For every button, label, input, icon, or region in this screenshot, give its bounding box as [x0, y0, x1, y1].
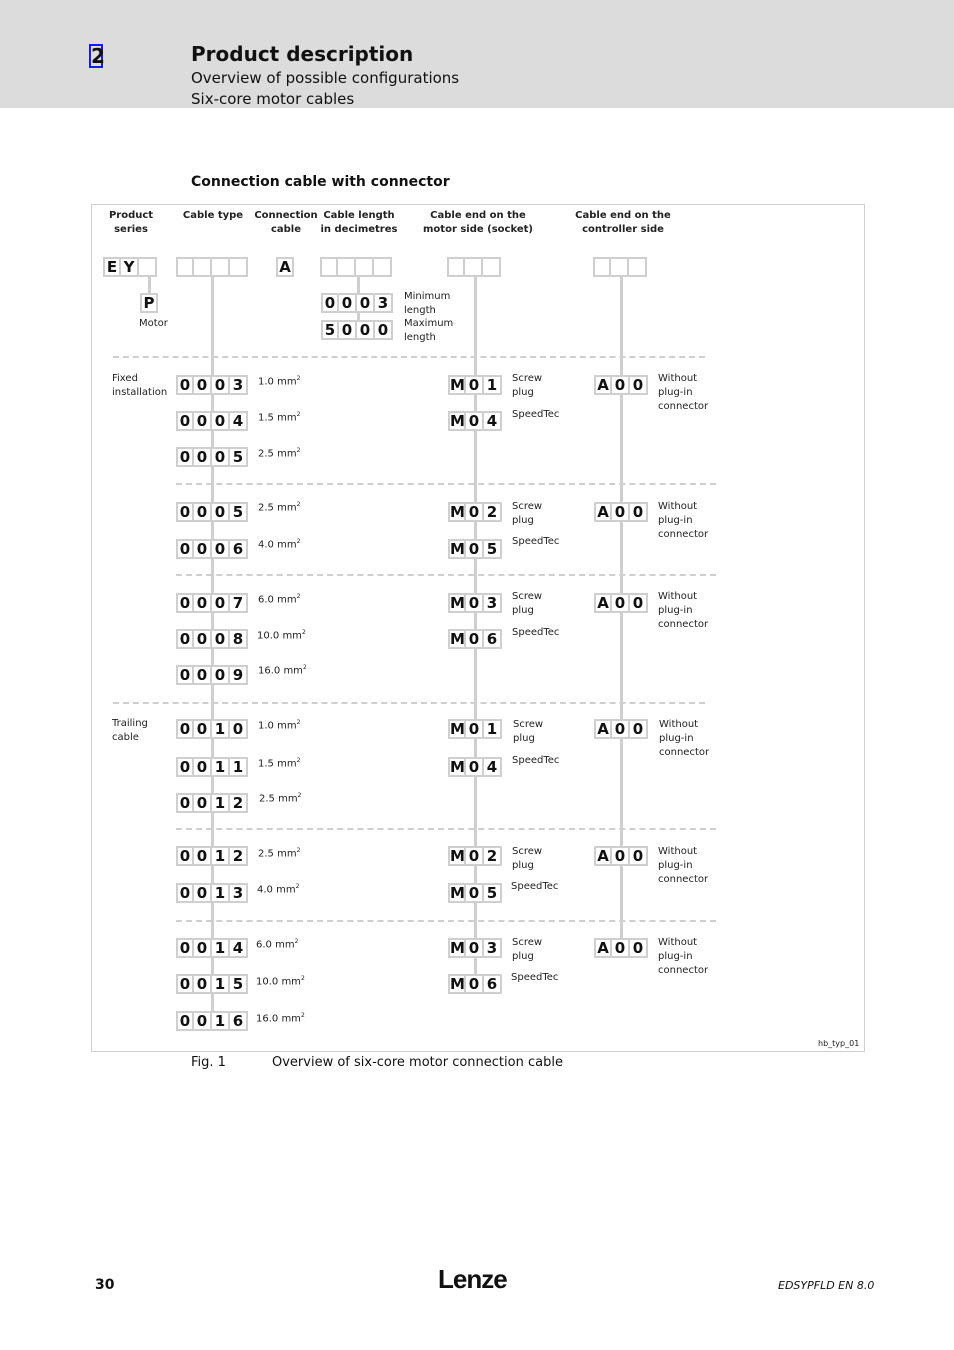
- code-digit-box: A: [594, 375, 612, 395]
- code-digit-box: [139, 257, 157, 277]
- option-label: Screw plug: [512, 846, 543, 871]
- code-digit-box: 0: [212, 375, 230, 395]
- code-digit-box: 1: [212, 793, 230, 813]
- code-digit-box: 0: [176, 938, 194, 958]
- code-digit-box: 0: [212, 629, 230, 649]
- category-fixed-installation: Fixed installation: [112, 373, 168, 398]
- motor-side-code: [448, 629, 502, 649]
- motor-label: Motor: [139, 318, 168, 329]
- option-label: 2.5 $mm^2$: [258, 447, 301, 460]
- code-digit-box: 0: [630, 502, 648, 522]
- code-digit-box: 1: [212, 883, 230, 903]
- code-digit-box: 0: [212, 411, 230, 431]
- motor-code: [140, 293, 158, 313]
- code-digit-box: 0: [212, 539, 230, 559]
- option-label: 1.0 $mm^2$: [258, 719, 301, 732]
- code-digit-box: 0: [466, 938, 484, 958]
- code-digit-box: 0: [176, 665, 194, 685]
- motor-side-code: [448, 846, 502, 866]
- code-digit-box: 0: [176, 502, 194, 522]
- code-digit-box: 0: [612, 375, 630, 395]
- code-digit-box: 0: [176, 447, 194, 467]
- code-digit-box: 1: [212, 974, 230, 994]
- option-label: Without plug-in connector: [658, 846, 709, 885]
- code-digit-box: 0: [176, 1011, 194, 1031]
- code-digit-box: M: [450, 376, 465, 394]
- code-digit-box: 0: [176, 719, 194, 739]
- option-label: SpeedTec: [512, 755, 560, 766]
- code-digit-box: [611, 257, 629, 277]
- cable-type-code: [176, 1011, 248, 1031]
- cable-type-code: [176, 375, 248, 395]
- code-digit-box: 5: [230, 974, 248, 994]
- option-label: SpeedTec: [511, 972, 559, 983]
- option-label: 6.0 $mm^2$: [256, 938, 299, 951]
- page-header: [0, 0, 954, 108]
- product-series-code: [103, 257, 157, 277]
- code-digit-box: 0: [339, 320, 357, 340]
- page-subtitle-2: Six-core motor cables: [191, 90, 355, 108]
- code-digit-box: 8: [230, 629, 248, 649]
- controller-side-code: [594, 375, 648, 395]
- option-label: 2.5 $mm^2$: [258, 501, 301, 514]
- code-digit-box: 1: [212, 846, 230, 866]
- code-digit-box: 5: [484, 883, 502, 903]
- cable-length-code: [320, 257, 392, 277]
- code-digit-box: 0: [194, 629, 212, 649]
- figure-number: Fig. 1: [191, 1055, 226, 1070]
- code-digit-box: 0: [194, 719, 212, 739]
- option-label: Screw plug: [512, 937, 543, 962]
- code-digit-box: 0: [176, 629, 194, 649]
- code-digit-box: [320, 257, 338, 277]
- code-digit-box: [356, 257, 374, 277]
- code-digit-box: M: [450, 630, 465, 648]
- col-controller-side: Cable end on the controller side: [575, 210, 671, 235]
- code-digit-box: 0: [466, 375, 484, 395]
- code-digit-box: [629, 257, 647, 277]
- col-product-series: Product series: [108, 210, 154, 235]
- option-label: 2.5 $mm^2$: [258, 847, 301, 860]
- code-digit-box: 2: [230, 793, 248, 813]
- code-digit-box: M: [450, 412, 465, 430]
- code-digit-box: 0: [194, 539, 212, 559]
- code-digit-box: 0: [630, 375, 648, 395]
- cable-type-code: [176, 793, 248, 813]
- code-digit-box: 0: [176, 593, 194, 613]
- code-digit-box: 4: [484, 757, 502, 777]
- option-label: 1.5 $mm^2$: [258, 757, 301, 770]
- code-digit-box: [176, 257, 194, 277]
- separator: [176, 920, 716, 922]
- code-digit-box: 1: [212, 938, 230, 958]
- code-digit-box: 0: [466, 629, 484, 649]
- document-id: EDSYPFLD EN 8.0: [778, 1279, 875, 1292]
- page-title: Product description: [191, 42, 414, 66]
- code-digit-box: M: [450, 594, 465, 612]
- controller-side-code: [594, 593, 648, 613]
- code-digit-box: [465, 257, 483, 277]
- col-cable-length: Cable length in decimetres: [320, 210, 398, 235]
- code-digit-box: 0: [176, 974, 194, 994]
- code-digit-box: A: [594, 719, 612, 739]
- code-digit-box: A: [594, 502, 612, 522]
- code-digit-box: 0: [194, 846, 212, 866]
- code-digit-box: M: [450, 758, 465, 776]
- code-digit-box: 1: [484, 375, 502, 395]
- separator: [176, 483, 716, 485]
- code-digit-box: 7: [230, 593, 248, 613]
- code-digit-box: 2: [484, 846, 502, 866]
- code-digit-box: 4: [230, 411, 248, 431]
- code-digit-box: 0: [612, 719, 630, 739]
- cable-type-code: [176, 719, 248, 739]
- cable-type-code: [176, 938, 248, 958]
- code-digit-box: 0: [194, 974, 212, 994]
- code-digit-box: M: [450, 884, 465, 902]
- motor-side-code: [447, 257, 501, 277]
- category-trailing-cable: Trailing cable: [112, 718, 148, 743]
- code-digit-box: 6: [230, 539, 248, 559]
- code-digit-box: 0: [194, 938, 212, 958]
- cable-type-code: [176, 665, 248, 685]
- code-digit-box: 0: [466, 719, 484, 739]
- controller-side-code: [593, 257, 647, 277]
- code-digit-box: 0: [612, 938, 630, 958]
- code-digit-box: 0: [194, 793, 212, 813]
- motor-side-code: [448, 539, 502, 559]
- code-digit-box: A: [594, 938, 612, 958]
- code-digit-box: 4: [230, 938, 248, 958]
- code-digit-box: 0: [466, 411, 484, 431]
- motor-side-code: [448, 593, 502, 613]
- code-digit-box: M: [450, 540, 465, 558]
- chapter-number[interactable]: 2: [91, 44, 105, 68]
- cable-type-code: [176, 539, 248, 559]
- code-digit-box: 0: [194, 411, 212, 431]
- code-digit-box: 0: [630, 846, 648, 866]
- code-digit-box: 5: [484, 539, 502, 559]
- code-digit-box: [230, 257, 248, 277]
- code-digit-box: M: [450, 503, 465, 521]
- option-label: Without plug-in connector: [659, 719, 710, 758]
- code-digit-box: A: [594, 846, 612, 866]
- figure-caption: Overview of six-core motor connection cable: [272, 1055, 563, 1070]
- code-digit-box: 0: [194, 375, 212, 395]
- cable-type-code: [176, 757, 248, 777]
- cable-type-code: [176, 629, 248, 649]
- option-label: 10.0 $mm^2$: [256, 975, 305, 988]
- code-digit-box: 0: [466, 846, 484, 866]
- motor-side-code: [448, 757, 502, 777]
- motor-side-code: [448, 938, 502, 958]
- code-digit-box: 0: [176, 883, 194, 903]
- motor-side-code: [448, 719, 502, 739]
- code-digit-box: E: [103, 257, 121, 277]
- diagram-frame: [91, 204, 865, 1052]
- connection-cable-code: [276, 257, 294, 277]
- code-digit-box: 2: [230, 846, 248, 866]
- code-digit-box: 0: [212, 447, 230, 467]
- option-label: 1.5 $mm^2$: [258, 411, 301, 424]
- option-label: 16.0 $mm^2$: [258, 664, 307, 677]
- cable-type-code: [176, 411, 248, 431]
- code-digit-box: M: [450, 975, 465, 993]
- option-label: Screw plug: [512, 591, 543, 616]
- col-motor-side: Cable end on the motor side (socket): [423, 210, 533, 235]
- code-digit-box: 6: [484, 629, 502, 649]
- code-digit-box: 0: [212, 502, 230, 522]
- code-digit-box: 6: [230, 1011, 248, 1031]
- motor-connector-line: [148, 276, 151, 294]
- option-label: Without plug-in connector: [658, 937, 709, 976]
- code-digit-box: 0: [466, 539, 484, 559]
- code-digit-box: M: [450, 939, 465, 957]
- code-digit-box: 0: [630, 938, 648, 958]
- length-min-code: [321, 293, 393, 313]
- code-digit-box: 0: [612, 593, 630, 613]
- cable-type-code: [176, 447, 248, 467]
- code-digit-box: 0: [612, 502, 630, 522]
- code-digit-box: 1: [230, 757, 248, 777]
- cable-type-code: [176, 974, 248, 994]
- option-label: SpeedTec: [511, 881, 559, 892]
- code-digit-box: 0: [339, 293, 357, 313]
- lenze-logo: Lenze: [438, 1264, 507, 1294]
- code-digit-box: A: [594, 593, 612, 613]
- controller-side-code: [594, 719, 648, 739]
- option-label: 4.0 $mm^2$: [258, 538, 301, 551]
- code-digit-box: [374, 257, 392, 277]
- code-digit-box: 1: [212, 757, 230, 777]
- cable-type-code: [176, 257, 248, 277]
- option-label: SpeedTec: [512, 536, 560, 547]
- code-digit-box: 0: [194, 447, 212, 467]
- code-digit-box: 3: [484, 593, 502, 613]
- option-label: 1.0 $mm^2$: [258, 375, 301, 388]
- motor-side-code: [448, 502, 502, 522]
- code-digit-box: 0: [212, 593, 230, 613]
- code-digit-box: 1: [212, 719, 230, 739]
- code-digit-box: 0: [194, 593, 212, 613]
- code-digit-box: 0: [176, 375, 194, 395]
- option-label: SpeedTec: [512, 627, 560, 638]
- code-digit-box: 1: [212, 1011, 230, 1031]
- code-digit-box: 0: [194, 502, 212, 522]
- code-digit-box: 3: [230, 883, 248, 903]
- option-label: SpeedTec: [512, 409, 560, 420]
- motor-side-code: [448, 974, 502, 994]
- option-label: 6.0 $mm^2$: [258, 593, 301, 606]
- controller-side-code: [594, 938, 648, 958]
- code-digit-box: 0: [630, 719, 648, 739]
- code-digit-box: A: [276, 257, 294, 277]
- length-max-code: [321, 320, 393, 340]
- code-digit-box: 0: [194, 757, 212, 777]
- motor-side-code: [448, 883, 502, 903]
- separator: [176, 828, 716, 830]
- code-digit-box: 0: [176, 793, 194, 813]
- code-digit-box: 0: [357, 320, 375, 340]
- motor-side-code: [448, 411, 502, 431]
- cable-type-code: [176, 593, 248, 613]
- code-digit-box: 9: [230, 665, 248, 685]
- code-digit-box: [338, 257, 356, 277]
- code-digit-box: [447, 257, 465, 277]
- code-digit-box: 0: [466, 883, 484, 903]
- code-digit-box: [212, 257, 230, 277]
- code-digit-box: 0: [212, 665, 230, 685]
- code-digit-box: [483, 257, 501, 277]
- page-number: 30: [95, 1277, 115, 1293]
- code-digit-box: 0: [176, 757, 194, 777]
- code-digit-box: 5: [321, 320, 339, 340]
- motor-side-code: [448, 375, 502, 395]
- code-digit-box: 0: [466, 502, 484, 522]
- code-digit-box: 0: [194, 883, 212, 903]
- code-digit-box: 0: [357, 293, 375, 313]
- code-digit-box: 0: [612, 846, 630, 866]
- code-digit-box: 2: [484, 502, 502, 522]
- length-max-label: Maximum length: [404, 318, 454, 343]
- length-min-label: Minimum length: [404, 291, 451, 316]
- code-digit-box: M: [450, 720, 465, 738]
- option-label: 2.5 $mm^2$: [259, 792, 302, 805]
- code-digit-box: 0: [230, 719, 248, 739]
- code-digit-box: 0: [466, 974, 484, 994]
- option-label: Screw plug: [512, 501, 543, 526]
- code-digit-box: 0: [194, 665, 212, 685]
- option-label: Without plug-in connector: [658, 591, 709, 630]
- option-label: 16.0 $mm^2$: [256, 1012, 305, 1025]
- code-digit-box: 0: [321, 293, 339, 313]
- code-digit-box: 0: [176, 846, 194, 866]
- code-digit-box: 3: [484, 938, 502, 958]
- code-digit-box: [194, 257, 212, 277]
- code-digit-box: 6: [484, 974, 502, 994]
- cable-type-code: [176, 846, 248, 866]
- image-id-label: hb_typ_01: [818, 1039, 860, 1048]
- code-digit-box: 5: [230, 447, 248, 467]
- code-digit-box: P: [140, 293, 158, 313]
- option-label: Screw plug: [512, 373, 543, 398]
- col-connection-cable: Connection cable: [254, 210, 318, 235]
- code-digit-box: 0: [466, 593, 484, 613]
- page-subtitle: Overview of possible configurations: [191, 69, 460, 87]
- code-digit-box: 0: [375, 320, 393, 340]
- code-digit-box: 0: [630, 593, 648, 613]
- section-title: Connection cable with connector: [191, 174, 450, 190]
- option-label: 10.0 $mm^2$: [257, 629, 306, 642]
- col-cable-type: Cable type: [182, 210, 244, 221]
- separator: [176, 574, 716, 576]
- code-digit-box: 0: [176, 539, 194, 559]
- cable-type-code: [176, 502, 248, 522]
- code-digit-box: 1: [484, 719, 502, 739]
- cable-type-code: [176, 883, 248, 903]
- option-label: Without plug-in connector: [658, 373, 709, 412]
- option-label: Screw plug: [513, 719, 544, 744]
- option-label: Without plug-in connector: [658, 501, 709, 540]
- code-digit-box: [593, 257, 611, 277]
- code-digit-box: M: [450, 847, 465, 865]
- separator: [113, 356, 705, 358]
- code-digit-box: 3: [375, 293, 393, 313]
- code-digit-box: 4: [484, 411, 502, 431]
- code-digit-box: Y: [121, 257, 139, 277]
- separator: [113, 702, 705, 704]
- code-digit-box: 3: [230, 375, 248, 395]
- code-digit-box: 5: [230, 502, 248, 522]
- controller-side-code: [594, 502, 648, 522]
- code-digit-box: 0: [466, 757, 484, 777]
- code-digit-box: 0: [176, 411, 194, 431]
- option-label: 4.0 $mm^2$: [257, 883, 300, 896]
- code-digit-box: 0: [194, 1011, 212, 1031]
- controller-side-code: [594, 846, 648, 866]
